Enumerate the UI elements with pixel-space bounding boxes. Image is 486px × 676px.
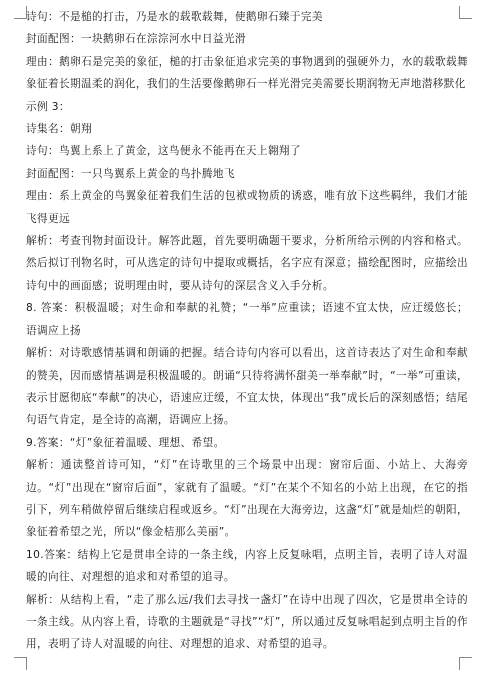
paragraph-analysis: 解析：从结构上看，“走了那么远/我们去寻找一盏灯”在诗中出现了四次，它是贯串全诗的一条主线。从内容上看，诗歌的主题就是“寻找”“灯”，所以通过反复咏唱起到点明主旨的作用，表明了诗人对温暖的向往、对理想的追求、对希望的追寻。 <box>26 593 468 651</box>
paragraph-answer-8: 8. 答案：积极温暖；对生命和奉献的礼赞；“一举”应重读；语速不宜太快，应迂缓悠长；语调应上扬 <box>26 302 468 337</box>
crop-mark-bottom-right <box>459 657 472 670</box>
paragraph-analysis: 解析：通读整首诗可知，“灯”在诗歌里的三个场景中出现：窗帘后面、小站上、大海旁边。“灯”出现在“窗帘后面”，家就有了温暖。“灯”在某个不知名的小站上出现，在它的指引下，列车稍做停留后继续启程或返乡。“灯”出现在大海旁边，这盏“灯”就是灿烂的朝阳，象征着希望之光，所以“像金桔那么美丽”。 <box>26 459 468 539</box>
paragraph-poem-line: 诗句：鸟翼上系上了黄金，这鸟便永不能再在天上翱翔了 <box>26 145 301 158</box>
paragraph-poem-line: 诗句：不是槌的打击，乃是水的载歌载舞，使鹅卵石臻于完美 <box>26 11 323 23</box>
document-body <box>26 6 468 656</box>
paragraph-cover-image: 封面配图：一只鸟翼系上黄金的鸟扑腾地飞 <box>26 167 235 180</box>
paragraph-analysis: 解析：对诗歌感情基调和朗诵的把握。结合诗句内容可以看出，这首诗表达了对生命和奉献的赞美，因而感情基调是积极温暖的。朗诵“只待将满怀甜美一举奉献”时，“一举”可重读，表示甘愿彻底“奉献”的决心，语速应迂缓，不宜太快，体现出“我”成长后的深刻感悟；结尾句语气肯定，是全诗的高潮，语调应上扬。 <box>26 347 468 427</box>
paragraph-answer-10: 10.答案：结构上它是贯串全诗的一条主线，内容上反复咏唱，点明主旨，表明了诗人对温暖的向往、对理想的追求和对希望的追寻。 <box>26 548 468 584</box>
paragraph-collection-name: 诗集名：朝翔 <box>26 123 92 136</box>
paragraph-cover-image: 封面配图：一块鹅卵石在淙淙河水中日益光滑 <box>26 33 246 46</box>
crop-mark-bottom-left <box>14 657 27 670</box>
paragraph-reason: 理由：鹅卵石是完美的象征，槌的打击象征追求完美的事物遇到的强硬外力，水的载歌载舞象征着长期温柔的润化，我们的生活要像鹅卵石一样光滑完美需要长期润物无声地潜移默化 <box>26 55 468 91</box>
paragraph-analysis: 解析：考查刊物封面设计。解答此题，首先要明确题干要求，分析所给示例的内容和格式。然后拟订刊物名时，可从选定的诗句中提取或概括，名字应有深意；描绘配图时，应描绘出诗句中的画面感；说明理由时，要从诗句的深层含义入手分析。 <box>26 235 468 292</box>
paragraph-answer-9: 9.答案：“灯”象征着温暖、理想、希望。 <box>26 436 225 449</box>
paragraph-example-heading: 示例 3： <box>26 100 70 113</box>
paragraph-reason: 理由：系上黄金的鸟翼象征着我们生活的包袱或物质的诱惑，唯有放下这些羁绊，我们才能飞得更远 <box>26 190 468 225</box>
